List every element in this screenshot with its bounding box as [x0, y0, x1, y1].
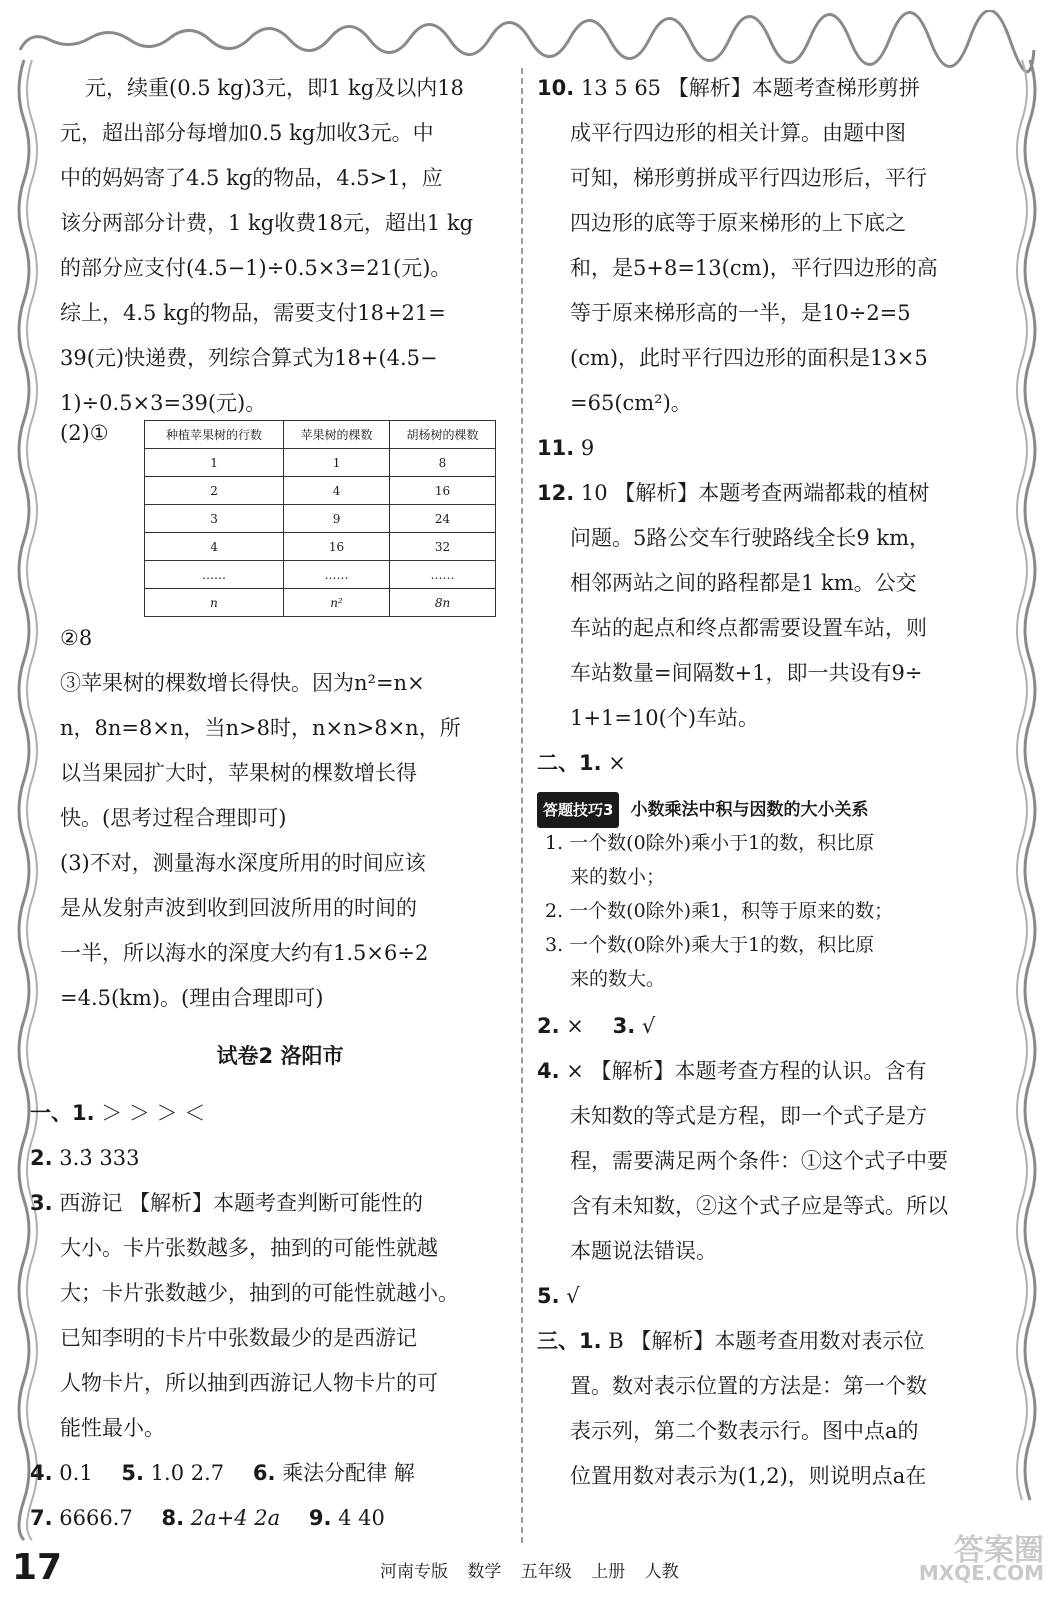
table-cell: 4 [145, 533, 284, 561]
text-line: 是从发射声波到收到回波所用的时间的 [60, 896, 417, 920]
table-cell: n² [284, 589, 390, 617]
text-line: 人物卡片，所以抽到西游记人物卡片的可 [60, 1371, 438, 1395]
text-line: n，8n=8×n，当n>8时，n×n>8×n，所 [60, 716, 461, 740]
text-line: 问题。5路公交车行驶路线全长9 km， [570, 526, 931, 550]
answer-line [537, 1319, 990, 1364]
table-header: 苹果树的棵数 [284, 421, 390, 449]
answer-line [30, 1136, 500, 1181]
answer-text: 0.1 [59, 1461, 93, 1485]
answer-line [30, 1091, 500, 1136]
answer-line [30, 1496, 500, 1541]
question-number: 2. [30, 1146, 53, 1170]
table-cell: 4 [284, 477, 390, 505]
text-line: 以当果园扩大时，苹果树的棵数增长得 [60, 761, 417, 785]
table-cell: 9 [284, 505, 390, 533]
answer-text: √ [566, 1284, 580, 1308]
table-cell: 16 [284, 533, 390, 561]
tree-table [144, 420, 496, 617]
table-cell: 32 [390, 533, 496, 561]
text-line: 1)÷0.5×3=39(元)。 [60, 391, 267, 415]
answer-line [30, 1181, 500, 1226]
text-line: 快。(思考过程合理即可) [60, 806, 287, 830]
table-label: (2)① [60, 421, 109, 445]
question-number: 4. [537, 1059, 560, 1083]
text-line: 等于原来梯形高的一半，是10÷2=5 [570, 301, 911, 325]
answer-text: B 【解析】本题考查用数对表示位 [608, 1329, 925, 1353]
table-header: 种植苹果树的行数 [145, 421, 284, 449]
question-number: 5. [537, 1284, 560, 1308]
text-line: 含有未知数，②这个式子应是等式。所以 [570, 1194, 948, 1218]
text-line: ②8 [60, 626, 93, 650]
text-line: 可知，梯形剪拼成平行四边形后，平行 [570, 166, 927, 190]
question-number: 12. [537, 481, 575, 505]
text-line: =65(cm²)。 [570, 391, 692, 415]
question-number: 7. [30, 1506, 53, 1530]
answer-text: 乘法分配律 解 [282, 1461, 415, 1485]
watermark-url: MXQE.COM [918, 1561, 1044, 1585]
answer-text: × [608, 751, 626, 775]
answer-line [537, 66, 990, 111]
text-line: 综上，4.5 kg的物品，需要支付18+21= [60, 301, 446, 325]
text-line: 车站数量=间隔数+1，即一共设有9÷ [570, 661, 923, 685]
text-line: 已知李明的卡片中张数最少的是西游记 [60, 1326, 417, 1350]
text-line: 四边形的底等于原来梯形的上下底之 [570, 211, 906, 235]
tip-badge: 答题技巧3 [537, 792, 619, 828]
footer-text: 河南专版 数学 五年级 上册 人教 [380, 1562, 679, 1582]
text-line: 大；卡片张数越少，抽到的可能性就越小。 [60, 1281, 459, 1305]
answer-line [537, 471, 990, 516]
question-number: 11. [537, 436, 575, 460]
table-cell: 8n [390, 589, 496, 617]
question-number: 3. [612, 1014, 636, 1038]
answer-line [537, 1049, 990, 1094]
text-line: 相邻两站之间的路程都是1 km。公交 [570, 571, 917, 595]
text-line: 本题说法错误。 [570, 1239, 717, 1263]
text-line: 置。数对表示位置的方法是：第一个数 [570, 1374, 927, 1398]
answer-line [537, 1274, 990, 1319]
column-divider [521, 68, 523, 1543]
table-cell: n [145, 589, 284, 617]
question-number: 2. [537, 1014, 560, 1038]
table-cell: 8 [390, 449, 496, 477]
question-number: 10. [537, 76, 575, 100]
table-cell: …… [284, 561, 390, 589]
text-line: 大小。卡片张数越多，抽到的可能性就越 [60, 1236, 438, 1260]
text-line: 和，是5+8=13(cm)，平行四边形的高 [570, 256, 938, 280]
table-row [145, 589, 496, 617]
tip-line: 3. 一个数(0除外)乘大于1的数，积比原 [545, 934, 875, 956]
text-line: 元，超出部分每增加0.5 kg加收3元。中 [60, 121, 434, 145]
text-line: 成平行四边形的相关计算。由题中图 [570, 121, 906, 145]
table-row [145, 533, 496, 561]
table-cell: …… [390, 561, 496, 589]
answer-text: 13 5 65 【解析】本题考查梯形剪拼 [580, 76, 920, 100]
question-number: 5. [121, 1461, 144, 1485]
tip-line: 来的数大。 [570, 968, 666, 990]
text-line: (cm)，此时平行四边形的面积是13×5 [570, 346, 928, 370]
answer-text: 3.3̇ 333 [59, 1146, 140, 1170]
tip-header [537, 792, 990, 822]
text-line: 位置用数对表示为(1,2)，则说明点a在 [570, 1464, 927, 1488]
table-row [145, 505, 496, 533]
answer-text: 1.0 2.7 [150, 1461, 225, 1485]
tip-title: 小数乘法中积与因数的大小关系 [630, 800, 869, 820]
table-cell: 16 [390, 477, 496, 505]
text-line: 程，需要满足两个条件：①这个式子中要 [570, 1149, 948, 1173]
answer-line [30, 1451, 500, 1496]
question-number: 8. [161, 1506, 185, 1530]
text-line: 车站的起点和终点都需要设置车站，则 [570, 616, 927, 640]
text-line: 的部分应支付(4.5−1)÷0.5×3=21(元)。 [60, 256, 452, 280]
table-cell: 3 [145, 505, 284, 533]
table-row [145, 561, 496, 589]
page-number: 17 [12, 1547, 63, 1588]
answer-text: 西游记 【解析】本题考查判断可能性的 [59, 1191, 423, 1215]
answer-line [537, 1004, 990, 1049]
text-line: 元，续重(0.5 kg)3元，即1 kg及以内18 [85, 76, 464, 100]
answer-text: 10 【解析】本题考查两端都栽的植树 [580, 481, 930, 505]
answer-text: × 【解析】本题考查方程的认识。含有 [566, 1059, 927, 1083]
question-number: 一、1. [30, 1101, 95, 1125]
question-number: 二、1. [537, 751, 602, 775]
table-header: 胡杨树的棵数 [390, 421, 496, 449]
table-cell: …… [145, 561, 284, 589]
watermark-logo: 答案圈 [954, 1533, 1044, 1568]
answer-line [537, 741, 990, 786]
answer-line [537, 426, 990, 471]
question-number: 3. [30, 1191, 53, 1215]
text-line: =4.5(km)。(理由合理即可) [60, 986, 324, 1010]
watermark [918, 1533, 1044, 1585]
page-footer [0, 1545, 1054, 1600]
table-row [145, 477, 496, 505]
table-row [145, 449, 496, 477]
table-cell: 1 [284, 449, 390, 477]
question-number: 4. [30, 1461, 53, 1485]
answer-text: 2a+4 2a [190, 1506, 281, 1530]
table-cell: 1 [145, 449, 284, 477]
text-line: 未知数的等式是方程，即一个式子是方 [570, 1104, 927, 1128]
answer-text: × [566, 1014, 584, 1038]
text-line: 39(元)快递费，列综合算式为18+(4.5− [60, 346, 438, 370]
text-line: 1+1=10(个)车站。 [570, 706, 760, 730]
text-line: 表示列，第二个数表示行。图中点a的 [570, 1419, 919, 1443]
right-column [537, 66, 990, 1499]
text-line: (3)不对，测量海水深度所用的时间应该 [60, 851, 426, 875]
table-header-row [145, 421, 496, 449]
text-line: 能性最小。 [60, 1416, 165, 1440]
question-number: 6. [252, 1461, 276, 1485]
section-title: 试卷2 洛阳市 [216, 1044, 344, 1068]
text-line: 一半，所以海水的深度大约有1.5×6÷2 [60, 941, 429, 965]
tip-line: 来的数小； [570, 866, 666, 888]
text-line: ③苹果树的棵数增长得快。因为n²=n× [60, 671, 425, 695]
answer-text: √ [641, 1014, 656, 1038]
answer-text: 6666.7 [59, 1506, 133, 1530]
tip-line: 2. 一个数(0除外)乘1，积等于原来的数； [545, 900, 894, 922]
text-line: 该分两部分计费，1 kg收费18元，超出1 kg [60, 211, 474, 235]
tip-line: 1. 一个数(0除外)乘小于1的数，积比原 [545, 832, 875, 854]
left-column [30, 66, 500, 1541]
answer-text: 4 40 [338, 1506, 385, 1530]
answer-text: ＞ ＞ ＞ ＜ [101, 1101, 206, 1125]
table-cell: 2 [145, 477, 284, 505]
answer-text: 9 [580, 436, 595, 460]
text-line: 中的妈妈寄了4.5 kg的物品，4.5>1，应 [60, 166, 443, 190]
question-number: 9. [308, 1506, 332, 1530]
table-cell: 24 [390, 505, 496, 533]
question-number: 三、1. [537, 1329, 602, 1353]
